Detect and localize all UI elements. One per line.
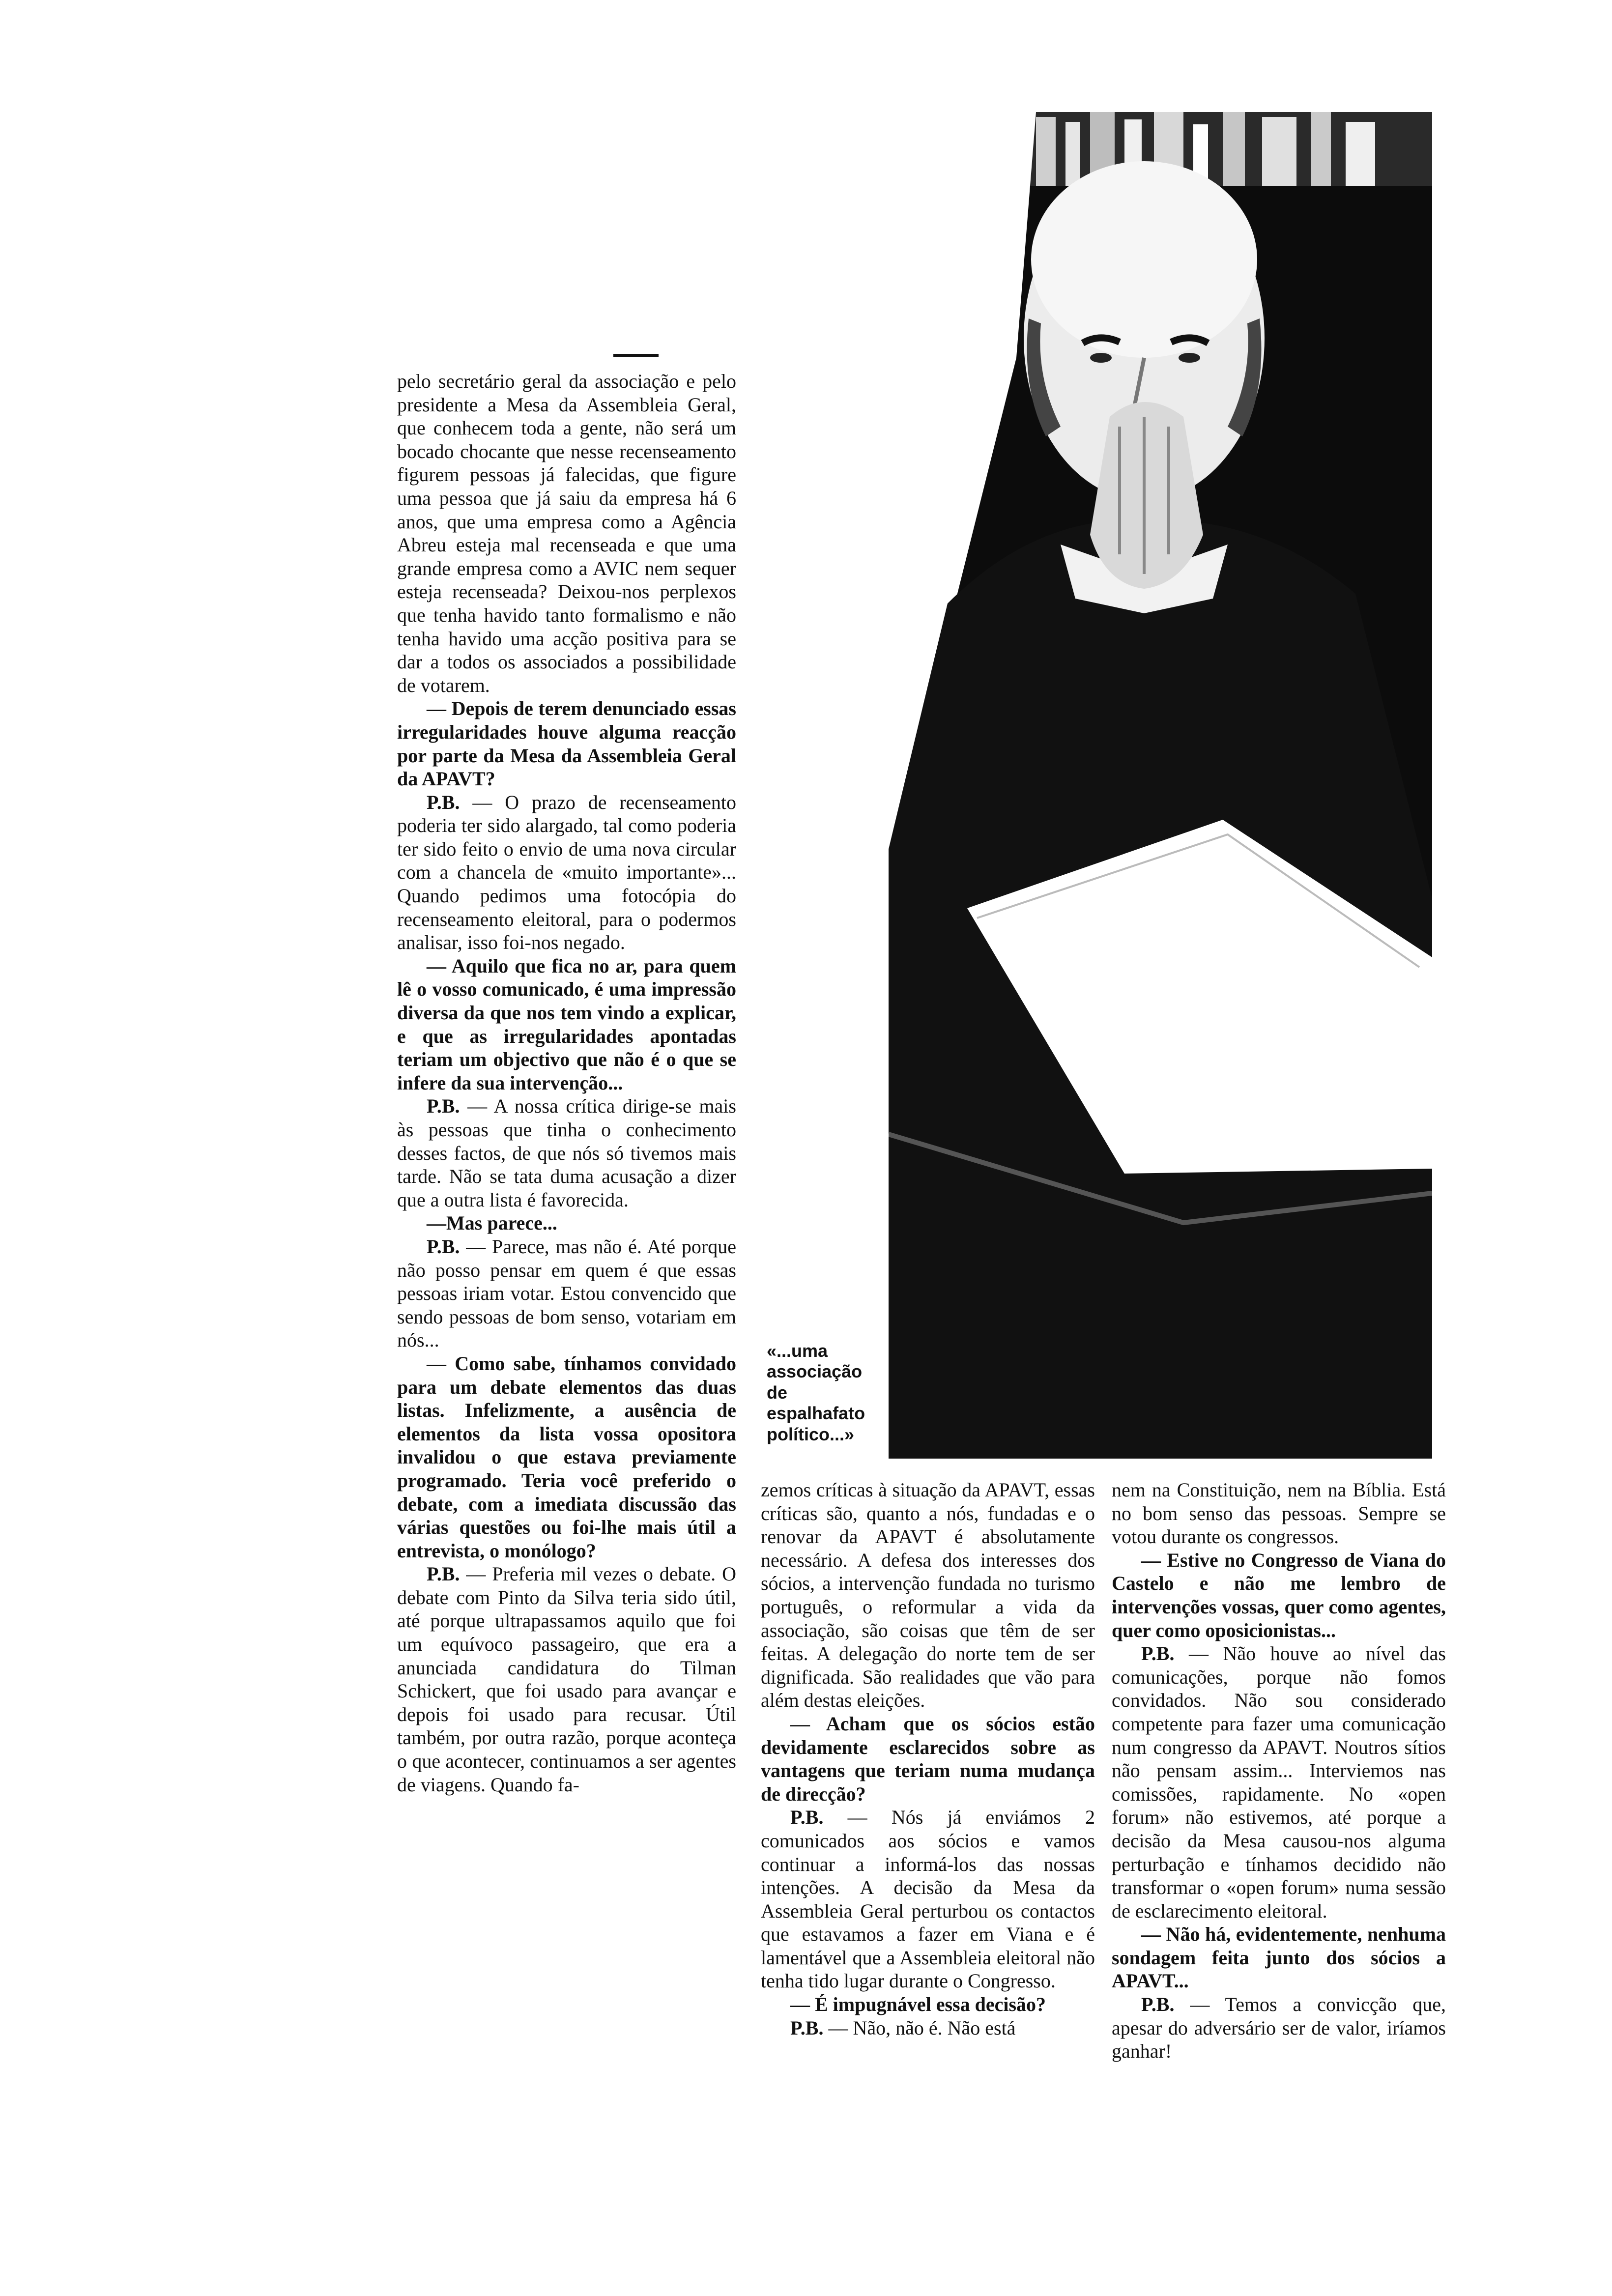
- speaker: P.B.: [427, 1563, 460, 1585]
- speaker: P.B.: [1141, 1642, 1175, 1665]
- interviewee-photo: [889, 112, 1432, 1459]
- answer-text: — Preferia mil vezes o debate. O debate com Pinto da Silva teria sido útil, até porque ultrapassamos aquilo que foi um equívoco passageiro, que era a anunciada candidatura do Tilman Schickert, que foi usado para avançar e depois foi usado para recusar. Útil também, por outra razão, porque aconteça o que acontecer, continuamos a ser agentes de viagens. Quando fa-: [397, 1563, 736, 1796]
- speaker: P.B.: [427, 1095, 460, 1118]
- answer: [397, 1562, 736, 1796]
- answer: [1112, 1642, 1446, 1923]
- answer: [397, 1094, 736, 1211]
- answer-text: — Nós já enviámos 2 comunicados aos sócios e vamos continuar a informá-los das nossas intenções. A decisão da Mesa da Assembleia Geral perturbou os contactos que estavamos a fazer em Viana e é lamentável que a Assembleia eleitoral não tenha tido lugar durante o Congresso.: [761, 1806, 1095, 1992]
- question: —Mas parece...: [427, 1212, 557, 1234]
- column-2: [761, 1478, 1095, 2039]
- question: — É impugnável essa decisão?: [790, 1993, 1046, 2016]
- question: — Estive no Congresso de Viana do Castelo e não me lembro de intervenções vossas, quer como agentes, quer como oposicionistas...: [1112, 1549, 1446, 1641]
- answer: [761, 2016, 1095, 2040]
- separator-rule: [613, 354, 659, 357]
- question: — Como sabe, tínhamos convidado para um debate elementos das duas listas. Infelizmente, a ausência de elementos da lista vossa opositora invalidou o que estava previamente programado. Teria você preferido o debate, com a imediata discussão das várias questões ou foi-lhe mais útil a entrevista, o monólogo?: [397, 1352, 736, 1562]
- photo-caption: «...uma associação de espalhafato político...»: [767, 1341, 865, 1444]
- paragraph: pelo secretário geral da associação e pelo presidente a Mesa da Assembleia Geral, que conhecem toda a gente, não será um bocado chocante que nesse recenseamento figurem pessoas já falecidas, que figure uma pessoa que já saiu da empresa há 6 anos, que uma empresa como a Agência Abreu esteja mal recenseada e que uma grande empresa como a AVIC nem sequer esteja recenseada? Deixou-nos perplexos que tenha havido tanto formalismo e não tenha havido uma acção positiva para se dar a todos os associados a possibilidade de votarem.: [397, 370, 736, 696]
- speaker: P.B.: [790, 2016, 824, 2039]
- answer-text: — O prazo de recenseamento poderia ter sido alargado, tal como poderia ter sido feito o envio de uma nova circular com a chancela de «muito importante»... Quando pedimos uma fotocópia do recenseamento eleitoral, para o podermos analisar, isso foi-nos negado.: [397, 791, 736, 954]
- question: — Depois de terem denunciado essas irregularidades houve alguma reacção por parte da Mesa da Assembleia Geral da APAVT?: [397, 697, 736, 790]
- answer-text: — Parece, mas não é. Até porque não posso pensar em quem é que essas pessoas iriam votar. Estou convencido que sendo pessoas de bom senso, votariam em nós...: [397, 1235, 736, 1351]
- question: — Não há, evidentemente, nenhuma sondagem feita junto dos sócios a APAVT...: [1112, 1923, 1446, 1992]
- paragraph: zemos críticas à situação da APAVT, essas críticas são, quanto a nós, fundadas e o renovar da APAVT é absolutamente necessário. A defesa dos interesses dos sócios, a intervenção fundada no turismo português, o reformular a vida da associação, são coisas que têm de ser feitas. A delegação do norte tem de ser dignificada. São realidades que vão para além destas eleições.: [761, 1479, 1095, 1712]
- question: — Acham que os sócios estão devidamente esclarecidos sobre as vantagens que teriam numa mudança de direcção?: [761, 1712, 1095, 1805]
- answer: [397, 791, 736, 954]
- answer-text: — Temos a convicção que, apesar do adversário ser de valor, iríamos ganhar!: [1112, 1993, 1446, 2063]
- paragraph: nem na Constituição, nem na Bíblia. Está no bom senso das pessoas. Sempre se votou durante os congressos.: [1112, 1479, 1446, 1548]
- answer-text: — Não, não é. Não está: [823, 2016, 1016, 2039]
- answer-text: — Não houve ao nível das comunicações, porque não fomos convidados. Não sou considerado competente para fazer uma comunicação num congresso da APAVT. Noutros sítios não pensam assim... Interviemos nas comissões, rapidamente. No «open forum» não estivemos, até porque a decisão da Mesa causou-nos alguma perturbação e tínhamos decidido não transformar o «open forum» numa sessão de esclarecimento eleitoral.: [1112, 1642, 1446, 1922]
- answer: [397, 1235, 736, 1352]
- column-3: [1112, 1478, 1446, 2063]
- answer: [1112, 1993, 1446, 2063]
- speaker: P.B.: [790, 1806, 824, 1829]
- speaker: P.B.: [427, 791, 460, 813]
- speaker: P.B.: [1141, 1993, 1175, 2016]
- column-1: [397, 370, 736, 1796]
- answer: [761, 1806, 1095, 1993]
- question: — Aquilo que fica no ar, para quem lê o vosso comunicado, é uma impressão diversa da que nos tem vindo a explicar, e que as irregularidades apontadas teriam um objectivo que não é o que se infere da sua intervenção...: [397, 954, 736, 1094]
- answer-text: — A nossa crítica dirige-se mais às pessoas que tinha o conhecimento desses factos, de que nós só tivemos mais tarde. Não se tata duma acusação a dizer que a outra lista é favorecida.: [397, 1095, 736, 1211]
- speaker: P.B.: [427, 1235, 460, 1258]
